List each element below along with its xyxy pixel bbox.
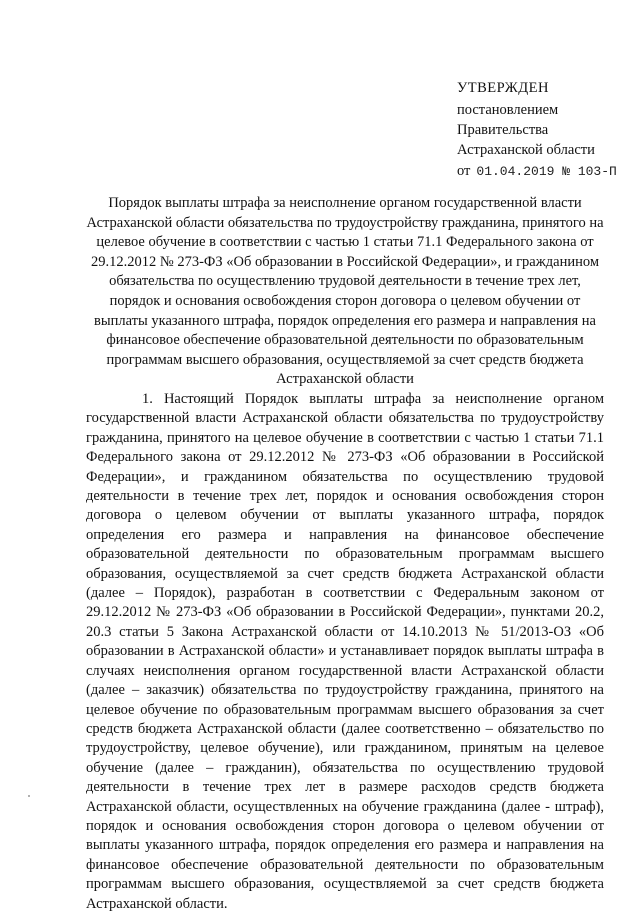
approval-date-value: 01.04.2019 № 103-П <box>476 164 617 179</box>
approval-date-prefix: от <box>457 163 471 179</box>
paragraph-1: 1. Настоящий Порядок выплаты штрафа за неисполнение органом государственной власти Астраханской области обязательства по трудоустройству гражданина, принятого на целевое обучение в соответствии с частью 1 статьи 71.1 Федерального закона от 29.12.2012 № 273-ФЗ «Об образовании в Российской Федерации», и гражданином обязательства по осуществлению трудовой деятельности в течение трех лет, порядок и основания освобождения сторон договора о целевом обучении от выплаты указанного штрафа, порядок определения его размера и направления на финансовое обеспечение образовательной деятельности по образовательным программам высшего образования, осуществляемой за счет средств бюджета Астраханской области (далее – Порядок), разработан в соответствии с Федеральным законом от 29.12.2012 № 273-ФЗ «Об образовании в Российской Федерации», пунктами 20.2, 20.3 статьи 5 Закона Астраханской области от 14.10.2013 № 51/2013-ОЗ «Об образовании в Астраханской области» и устанавливает порядок выплаты штрафа в случаях неисполнения органом государственной власти Астраханской области (далее – заказчик) обязательства по трудоустройству гражданина, принятого на целевое обучение по образовательным программам высшего образования за счет средств бюджета Астраханской области (далее соответственно – обязательство по трудоустройству, целевое обучение), или гражданином, принятым на целевое обучение (далее – гражданин), обязательства по осуществлению трудовой деятельности в течение трех лет в размере расходов средств бюджета Астраханской области, осуществленных на обучение гражданина (далее - штраф), порядок и основания освобождения сторон договора о целевом обучении от выплаты указанного штрафа, порядок определения его размера и направления на финансовое обеспечение образовательной деятельности по образовательным программам высшего образования, осуществляемой за счет средств бюджета Астраханской области. <box>86 391 604 912</box>
scan-speck <box>28 795 30 797</box>
approval-line-region: Астраханской области <box>457 142 595 158</box>
approval-line-resolution: постановлением <box>457 102 559 118</box>
approval-line-government: Правительства <box>457 122 549 138</box>
approval-block <box>457 78 633 182</box>
approval-title: УТВЕРЖДЕН <box>457 80 549 96</box>
document-title: Порядок выплаты штрафа за неисполнение органом государственной власти Астраханской области обязательства по трудоустройству гражданина, принятого на целевое обучение в соответствии с частью 1 статьи 71.1 Федерального закона от 29.12.2012 № 273-ФЗ «Об образовании в Российской Федерации», и гражданином обязательства по осуществлению трудовой деятельности в течение трех лет, порядок и основания освобождения сторон договора о целевом обучении от выплаты указанного штрафа, порядок определения его размера и направления на финансовое обеспечение образовательной деятельности по образовательным программам высшего образования, осуществляемой за счет средств бюджета Астраханской области <box>86 195 604 388</box>
approval-date-line <box>457 161 633 182</box>
